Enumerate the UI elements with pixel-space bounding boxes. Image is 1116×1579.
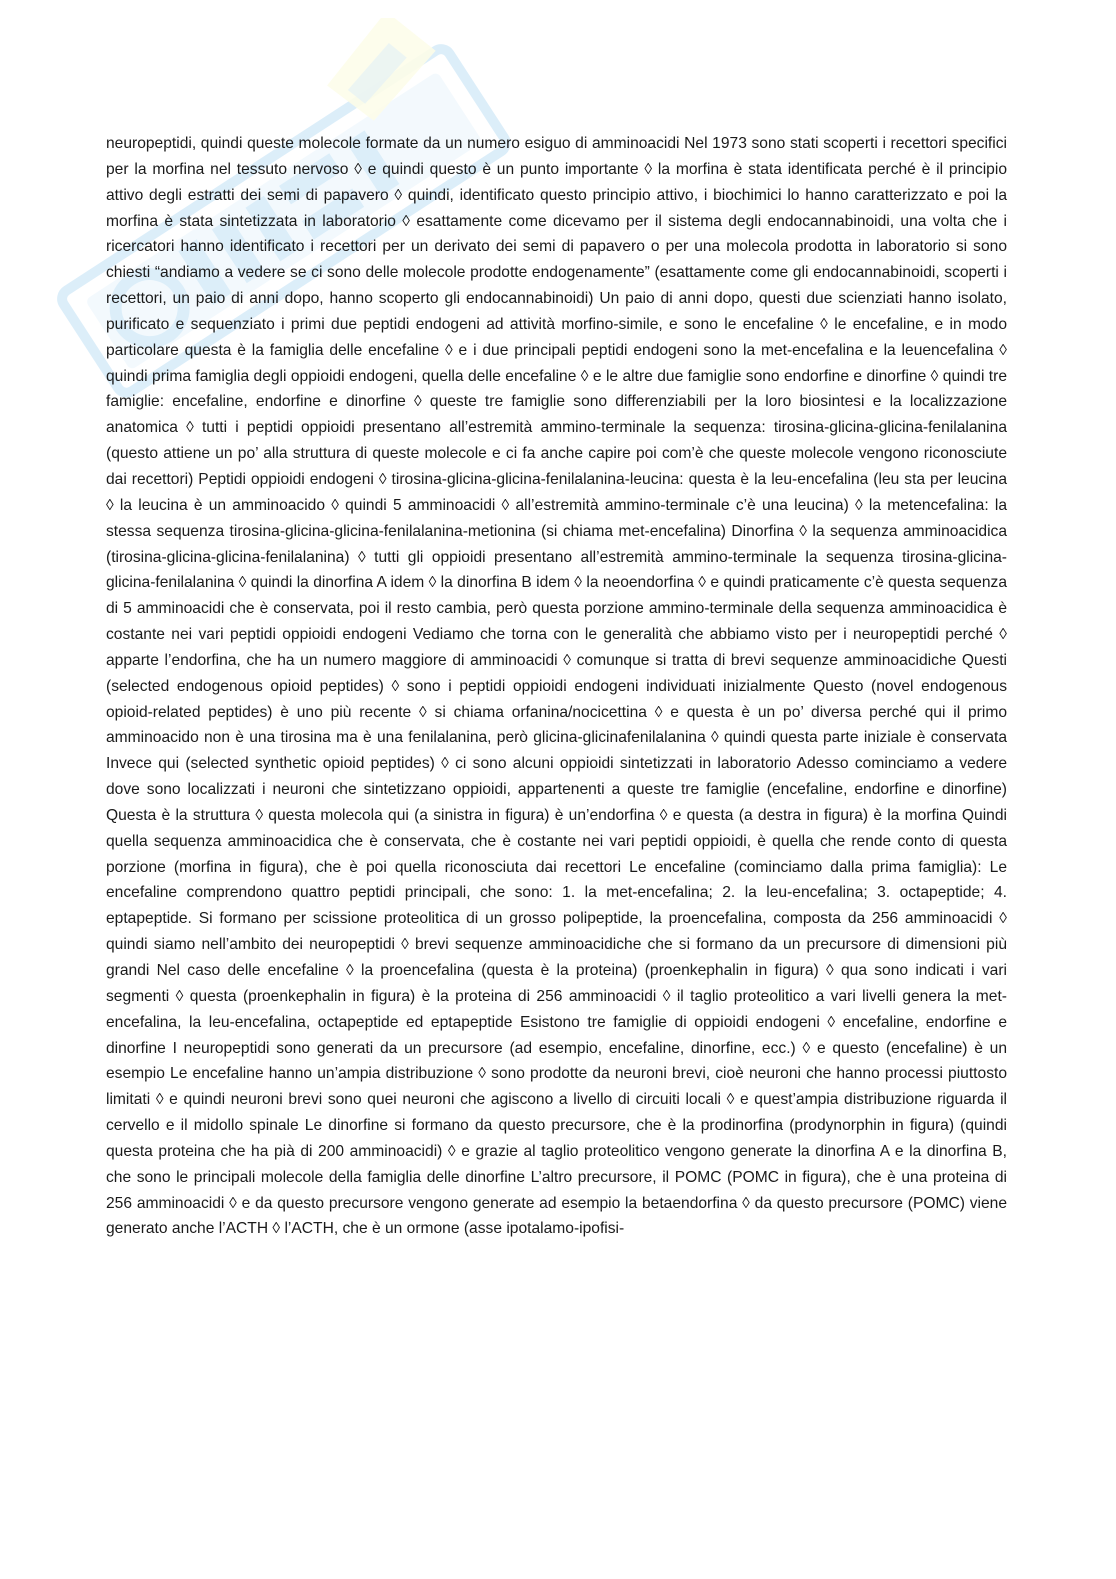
body-paragraph: neuropeptidi, quindi queste molecole formate da un numero esiguo di amminoacidi Nel 1973 sono stati scoperti i recettori specifici per la morfina nel tessuto nervoso ◊ e quindi questo è un punto importante ◊ la morfina è stata identificata perché è il principio attivo degli estratti dei semi di papavero ◊ quindi, identificato questo principio attivo, i biochimici lo hanno caratterizzato e poi la morfina è stata sintetizzata in laboratorio ◊ esattamente come dicevamo per il sistema degli endocannabinoidi, una volta che i ricercatori hanno identificato i recettori per un derivato dei semi di papavero o per una molecola prodotta in laboratorio si sono chiesti “andiamo a vedere se ci sono delle molecole prodotte endogenamente” (esattamente come gli endocannabinoidi, scoperti i recettori, un paio di anni dopo, hanno scoperto gli endocannabinoidi) Un paio di anni dopo, questi due scienziati hanno isolato, purificato e sequenziato i primi due peptidi endogeni ad attività morfino-simile, e sono le encefaline ◊ le encefaline, e in modo particolare questa è la famiglia delle encefaline ◊ e i due principali peptidi endogeni sono la met-encefalina e la leuencefalina ◊ quindi prima famiglia degli oppioidi endogeni, quella delle encefaline ◊ e le altre due famiglie sono endorfine e dinorfine ◊ quindi tre famiglie: encefaline, endorfine e dinorfine ◊ queste tre famiglie sono differenziabili per la loro biosintesi e la localizzazione anatomica ◊ tutti i peptidi oppioidi presentano all’estremità ammino-terminale la sequenza: tirosina-glicina-glicina-fenilalanina (questo attiene un po’ alla struttura di queste molecole e ci fa anche capire poi com’è che queste molecole vengono riconosciute dai recettori) Peptidi oppioidi endogeni ◊ tirosina-glicina-glicina-fenilalanina-leucina: questa è la leu-encefalina (leu sta per leucina ◊ la leucina è un amminoacido ◊ quindi 5 amminoacidi ◊ all’estremità ammino-terminale c’è una leucina) ◊ la metencefalina: la stessa sequenza tirosina-glicina-glicina-fenilalanina-metionina (si chiama met-encefalina) Dinorfina ◊ la sequenza amminoacidica (tirosina-glicina-glicina-fenilalanina) ◊ tutti gli oppioidi presentano all’estremità ammino-terminale la sequenza tirosina-glicina-glicina-fenilalanina ◊ quindi la dinorfina A idem ◊ la dinorfina B idem ◊ la neoendorfina ◊ e quindi praticamente c’è questa sequenza di 5 amminoacidi che è conservata, poi il resto cambia, però questa porzione ammino-terminale della sequenza amminoacidica è costante nei vari peptidi oppioidi endogeni Vediamo che torna con le generalità che abbiamo visto per i neuropeptidi perché ◊ apparte l’endorfina, che ha un numero maggiore di amminoacidi ◊ comunque si tratta di brevi sequenze amminoacidiche Questi (selected endogenous opioid peptides) ◊ sono i peptidi oppioidi endogeni individuati inizialmente Questo (novel endogenous opioid-related peptides) è uno più recente ◊ si chiama orfanina/nocicettina ◊ e questa è un po’ diversa perché qui il primo amminoacido non è una tirosina ma è una fenilalanina, però glicina-glicinafenilalanina ◊ quindi questa parte iniziale è conservata Invece qui (selected synthetic opioid peptides) ◊ ci sono alcuni oppioidi sintetizzati in laboratorio Adesso cominciamo a vedere dove sono localizzati i neuroni che sintetizzano oppioidi, appartenenti a queste tre famiglie (encefaline, endorfine e dinorfine) Questa è la struttura ◊ questa molecola qui (a sinistra in figura) è un’endorfina ◊ e questa (a destra in figura) è la morfina Quindi quella sequenza amminoacidica che è conservata, che è costante nei vari peptidi oppioidi, è quella che rende conto di questa porzione (morfina in figura), che è poi quella riconosciuta dai recettori Le encefaline (cominciamo dalla prima famiglia): Le encefaline comprendono quattro peptidi principali, che sono: 1. la met-encefalina; 2. la leu-encefalina; 3. octapeptide; 4. eptapeptide. Si formano per scissione proteolitica di un grosso polipeptide, la proencefalina, composta da 256 amminoacidi ◊ quindi siamo nell’ambito dei neuropeptidi ◊ brevi sequenze amminoacidiche che si formano da un precursore di dimensioni più grandi Nel caso delle encefaline ◊ la proencefalina (questa è la proteina) (proenkephalin in figura) ◊ qua sono indicati i vari segmenti ◊ questa (proenkephalin in figura) è la proteina di 256 amminoacidi ◊ il taglio proteolitico a vari livelli genera la met-encefalina, la leu-encefalina, octapeptide ed eptapeptide Esistono tre famiglie di oppioidi endogeni ◊ encefaline, endorfine e dinorfine I neuropeptidi sono generati da un precursore (ad esempio, encefaline, dinorfine, ecc.) ◊ e questo (encefaline) è un esempio Le encefaline hanno un’ampia distribuzione ◊ sono prodotte da neuroni brevi, cioè neuroni che hanno processi piuttosto limitati ◊ e quindi neuroni brevi sono quei neuroni che agiscono a livello di circuiti locali ◊ e quest’ampia distribuzione riguarda il cervello e il midollo spinale Le dinorfine si formano da questo precursore, che è la prodinorfina (prodynorphin in figura) (quindi questa proteina che ha pià di 200 amminoacidi) ◊ e grazie al taglio proteolitico vengono generate la dinorfina A e la dinorfina B, che sono le principali molecole della famiglia delle dinorfine L’altro precursore, il POMC (POMC in figura), che è una proteina di 256 amminoacidi ◊ e da questo precursore vengono generate ad esempio la betaendorfina ◊ da questo precursore (POMC) viene generato anche l’ACTH ◊ l’ACTH, che è un ormone (asse ipotalamo-ipofisi- bbox=[106, 135, 1007, 1238]
body-text-block bbox=[106, 131, 1007, 1242]
